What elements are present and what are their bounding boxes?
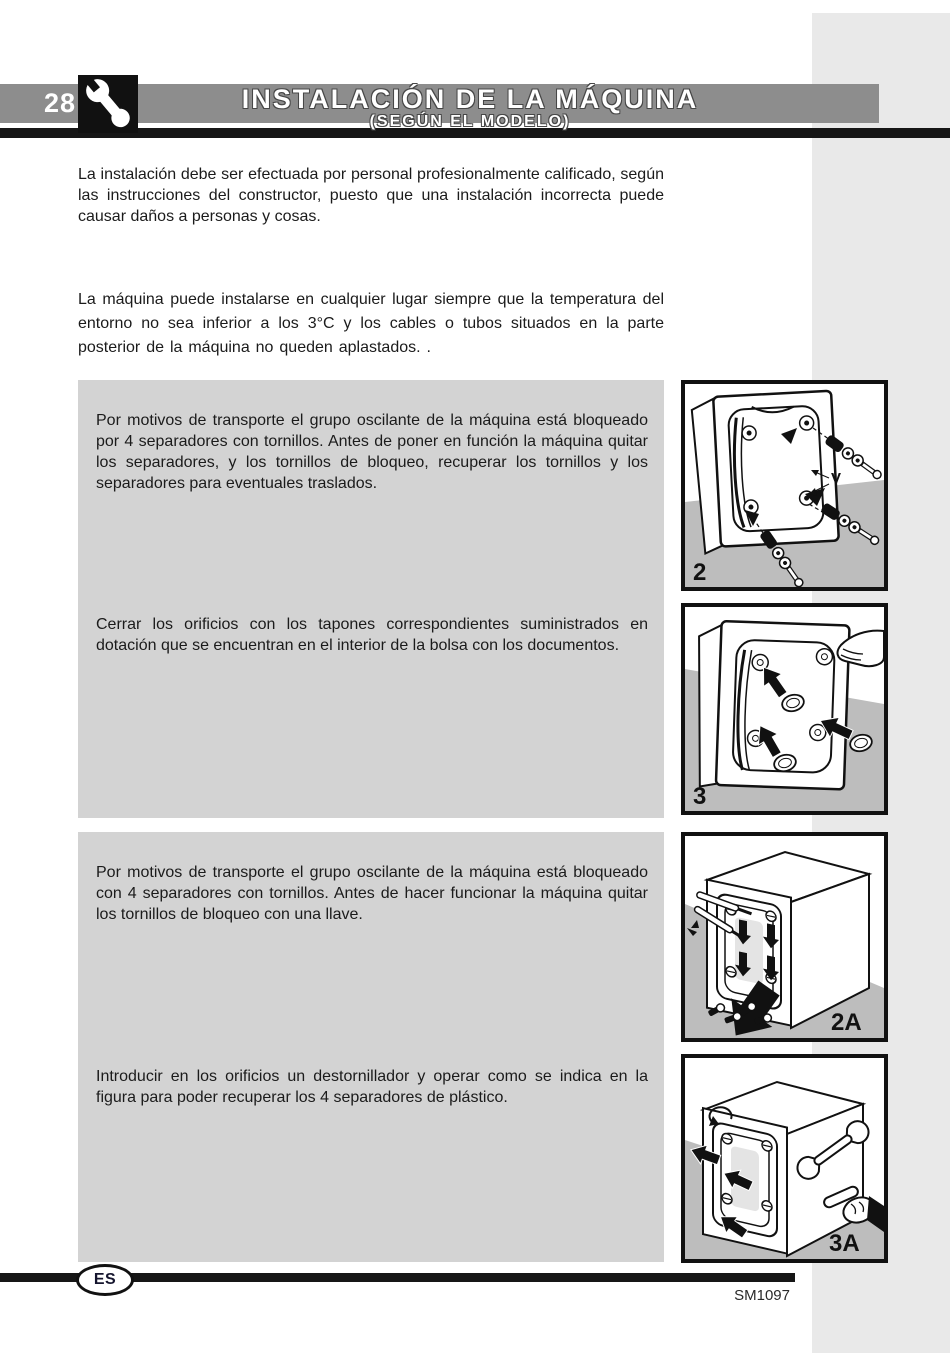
figure-label: 3A [829, 1230, 860, 1257]
figure-2-transport-screws [681, 380, 888, 591]
figure-label: 2A [831, 1009, 862, 1036]
figure-3-drawing [685, 607, 884, 811]
page-number: 28 [44, 88, 77, 118]
figure-3a-wrench [681, 1054, 888, 1263]
instruction-box-1 [78, 380, 664, 818]
box1-paragraph-1: Por motivos de transporte el grupo oscilante de la máquina está bloqueado por 4 separadores con tornillos. Antes de poner en función la máquina quitar los separadores, y los tornillos de bloqueo, recuperar los tornillos y los separadores para eventuales traslados. [96, 412, 648, 492]
box2-paragraph-2: Introducir en los orificios un destornillador y operar como se indica en la figura para poder recuperar los 4 separadores de plástico. [96, 1068, 648, 1106]
figure-2-annotation-v: V [831, 470, 842, 487]
intro-paragraph-1: La instalación debe ser efectuada por personal profesionalmente calificado, según las instrucciones del constructor, puesto que una instalación incorrecta puede causar daños a personas y cosas. [78, 166, 664, 225]
intro-paragraph-2: La máquina puede instalarse en cualquier lugar siempre que la temperatura del entorno no sea inferior a los 3°C y los cables o tubos situados en la parte posterior de la máquina no queden aplastados. . [78, 291, 664, 356]
wrench-icon [78, 75, 138, 133]
box2-paragraph-1: Por motivos de transporte el grupo oscilante de la máquina está bloqueado con 4 separadores con tornillos. Antes de hacer funcionar la máquina quitar los tornillos de bloqueo con una llave. [96, 864, 648, 923]
instruction-box-2 [78, 832, 664, 1262]
figure-label: 2 [693, 559, 707, 586]
figure-3a-drawing [685, 1058, 884, 1259]
figure-3-plugs [681, 603, 888, 815]
figure-2-drawing [685, 384, 884, 587]
language-badge: ES [76, 1264, 134, 1296]
wrench-icon-glyph [78, 75, 138, 133]
page-title: INSTALACIÓN DE LA MÁQUINA [241, 84, 699, 114]
figure-label: 3 [693, 783, 707, 810]
document-code: SM1097 [734, 1287, 790, 1304]
page-subtitle: (SEGÚN EL MODELO) [369, 113, 571, 130]
header-titles [150, 86, 790, 130]
figure-2a-remove-screws [681, 832, 888, 1042]
box1-paragraph-2: Cerrar los orificios con los tapones correspondientes suministrados en dotación que se encuentran en el interior de la bolsa con los documentos. [96, 616, 648, 654]
figure-2a-drawing [685, 836, 884, 1038]
